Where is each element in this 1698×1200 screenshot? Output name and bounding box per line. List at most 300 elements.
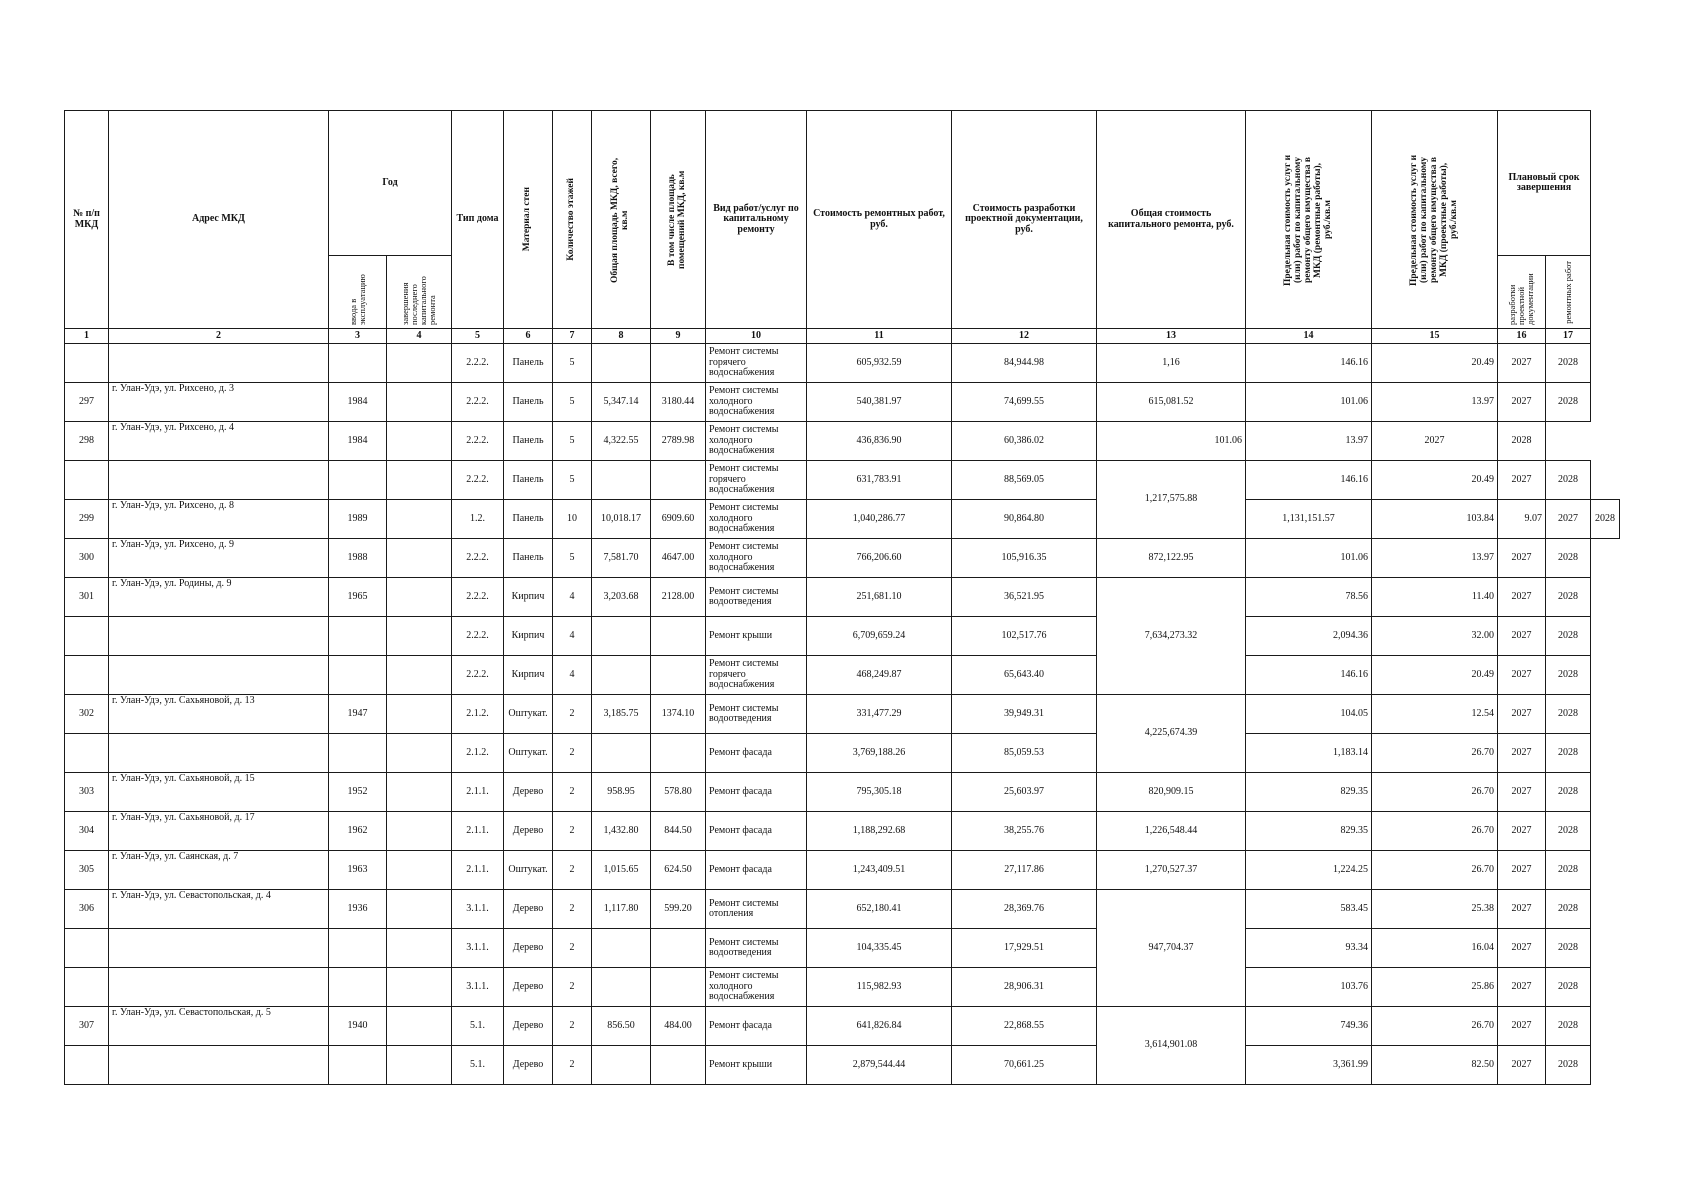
total-area-cell: 7,581.70 xyxy=(592,539,651,578)
deadline-repair-cell: 2028 xyxy=(1546,1007,1591,1046)
repair-cost-cell: 766,206.60 xyxy=(807,539,952,578)
wall-material-cell: Дерево xyxy=(504,890,553,929)
house-type-cell: 2.1.2. xyxy=(452,695,504,734)
work-type-cell: Ремонт крыши xyxy=(706,617,807,656)
house-type-cell: 2.2.2. xyxy=(452,617,504,656)
column-number: 1 xyxy=(65,329,109,344)
room-area-cell xyxy=(651,1046,706,1085)
address-cell: г. Улан-Удэ, ул. Рихсено, д. 3 xyxy=(109,383,329,422)
address-cell xyxy=(109,656,329,695)
deadline-design-cell: 2027 xyxy=(1498,1046,1546,1085)
floors-cell: 2 xyxy=(553,851,592,890)
address-cell xyxy=(109,734,329,773)
floors-cell: 2 xyxy=(553,1046,592,1085)
total-area-cell xyxy=(592,617,651,656)
column-number: 8 xyxy=(592,329,651,344)
total-cost-cell: 7,634,273.32 xyxy=(1097,578,1246,695)
year-last-repair-cell xyxy=(387,422,452,461)
total-area-cell xyxy=(592,929,651,968)
header-year-commission: ввода в эксплуатацию xyxy=(329,256,387,329)
year-last-repair-cell xyxy=(387,1007,452,1046)
limit-repair-cell: 101.06 xyxy=(1097,422,1246,461)
total-cost-cell: 1,16 xyxy=(1097,344,1246,383)
deadline-repair-cell: 2028 xyxy=(1546,812,1591,851)
year-last-repair-cell xyxy=(387,617,452,656)
design-cost-cell: 102,517.76 xyxy=(952,617,1097,656)
work-type-cell: Ремонт системы холодного водоснабжения xyxy=(706,383,807,422)
floors-cell: 4 xyxy=(553,617,592,656)
year-commission-cell xyxy=(329,656,387,695)
design-cost-cell: 28,369.76 xyxy=(952,890,1097,929)
wall-material-cell: Кирпич xyxy=(504,578,553,617)
deadline-repair-cell: 2028 xyxy=(1546,461,1591,500)
wall-material-cell: Дерево xyxy=(504,968,553,1007)
address-cell: г. Улан-Удэ, ул. Сахьяновой, д. 17 xyxy=(109,812,329,851)
header-total-cost: Общая стоимость капитального ремонта, руб. xyxy=(1097,111,1246,329)
header-room-area: В том числе площадь помещений МКД, кв.м xyxy=(651,111,706,329)
repair-cost-cell: 1,243,409.51 xyxy=(807,851,952,890)
house-type-cell: 2.1.1. xyxy=(452,851,504,890)
year-last-repair-cell xyxy=(387,968,452,1007)
house-type-cell: 2.2.2. xyxy=(452,656,504,695)
limit-design-cell: 20.49 xyxy=(1372,344,1498,383)
address-cell xyxy=(109,461,329,500)
house-type-cell: 3.1.1. xyxy=(452,890,504,929)
repair-cost-cell: 605,932.59 xyxy=(807,344,952,383)
wall-material-cell: Дерево xyxy=(504,1046,553,1085)
header-deadline: Плановый срок завершения xyxy=(1498,111,1591,256)
deadline-repair-cell: 2028 xyxy=(1546,734,1591,773)
room-area-cell: 1374.10 xyxy=(651,695,706,734)
deadline-design-cell: 2027 xyxy=(1498,617,1546,656)
table-row xyxy=(65,461,1620,500)
header-row xyxy=(65,111,1620,256)
column-number: 13 xyxy=(1097,329,1246,344)
limit-repair-cell: 829.35 xyxy=(1246,773,1372,812)
deadline-design-cell: 2027 xyxy=(1498,968,1546,1007)
year-commission-cell: 1965 xyxy=(329,578,387,617)
wall-material-cell: Панель xyxy=(504,422,553,461)
column-number: 15 xyxy=(1372,329,1498,344)
total-cost-cell: 947,704.37 xyxy=(1097,890,1246,1007)
design-cost-cell: 84,944.98 xyxy=(952,344,1097,383)
floors-cell: 5 xyxy=(553,461,592,500)
house-type-cell: 3.1.1. xyxy=(452,968,504,1007)
column-number: 4 xyxy=(387,329,452,344)
limit-repair-cell: 101.06 xyxy=(1246,539,1372,578)
room-area-cell: 599.20 xyxy=(651,890,706,929)
limit-repair-cell: 101.06 xyxy=(1246,383,1372,422)
column-number: 6 xyxy=(504,329,553,344)
house-type-cell: 3.1.1. xyxy=(452,929,504,968)
year-commission-cell xyxy=(329,734,387,773)
floors-cell: 2 xyxy=(553,812,592,851)
row-number: 298 xyxy=(65,422,109,461)
address-cell xyxy=(109,617,329,656)
work-type-cell: Ремонт фасада xyxy=(706,1007,807,1046)
address-cell xyxy=(109,344,329,383)
table-row xyxy=(65,929,1620,968)
work-type-cell: Ремонт фасада xyxy=(706,773,807,812)
deadline-repair-cell: 2028 xyxy=(1591,500,1620,539)
wall-material-cell: Дерево xyxy=(504,1007,553,1046)
total-area-cell: 3,203.68 xyxy=(592,578,651,617)
design-cost-cell: 88,569.05 xyxy=(952,461,1097,500)
work-type-cell: Ремонт фасада xyxy=(706,812,807,851)
deadline-repair-cell: 2028 xyxy=(1546,695,1591,734)
work-type-cell: Ремонт крыши xyxy=(706,1046,807,1085)
year-commission-cell: 1984 xyxy=(329,383,387,422)
design-cost-cell: 38,255.76 xyxy=(952,812,1097,851)
row-number xyxy=(65,461,109,500)
limit-repair-cell: 103.76 xyxy=(1246,968,1372,1007)
total-cost-cell: 1,217,575.88 xyxy=(1097,461,1246,539)
total-area-cell: 958.95 xyxy=(592,773,651,812)
room-area-cell: 6909.60 xyxy=(651,500,706,539)
year-commission-cell: 1962 xyxy=(329,812,387,851)
address-cell: г. Улан-Удэ, ул. Рихсено, д. 8 xyxy=(109,500,329,539)
total-area-cell: 856.50 xyxy=(592,1007,651,1046)
year-commission-cell: 1952 xyxy=(329,773,387,812)
deadline-design-cell: 2027 xyxy=(1498,383,1546,422)
total-area-cell: 4,322.55 xyxy=(592,422,651,461)
room-area-cell xyxy=(651,656,706,695)
deadline-design-cell: 2027 xyxy=(1498,773,1546,812)
row-number: 301 xyxy=(65,578,109,617)
deadline-repair-cell: 2028 xyxy=(1546,929,1591,968)
deadline-design-cell: 2027 xyxy=(1498,695,1546,734)
year-last-repair-cell xyxy=(387,812,452,851)
design-cost-cell: 65,643.40 xyxy=(952,656,1097,695)
deadline-design-cell: 2027 xyxy=(1498,656,1546,695)
table-row xyxy=(65,656,1620,695)
year-last-repair-cell xyxy=(387,929,452,968)
year-commission-cell xyxy=(329,929,387,968)
deadline-design-cell: 2027 xyxy=(1498,734,1546,773)
total-area-cell: 1,117.80 xyxy=(592,890,651,929)
limit-repair-cell: 93.34 xyxy=(1246,929,1372,968)
deadline-design-cell: 2027 xyxy=(1498,1007,1546,1046)
room-area-cell: 2128.00 xyxy=(651,578,706,617)
column-number: 9 xyxy=(651,329,706,344)
header-deadline-repair: ремонтных работ xyxy=(1546,256,1591,329)
wall-material-cell: Панель xyxy=(504,500,553,539)
limit-design-cell: 13.97 xyxy=(1246,422,1372,461)
address-cell: г. Улан-Удэ, ул. Саянская, д. 7 xyxy=(109,851,329,890)
limit-design-cell: 82.50 xyxy=(1372,1046,1498,1085)
total-cost-cell: 1,270,527.37 xyxy=(1097,851,1246,890)
total-area-cell: 10,018.17 xyxy=(592,500,651,539)
wall-material-cell: Дерево xyxy=(504,773,553,812)
year-commission-cell xyxy=(329,968,387,1007)
year-commission-cell xyxy=(329,461,387,500)
design-cost-cell: 28,906.31 xyxy=(952,968,1097,1007)
year-last-repair-cell xyxy=(387,851,452,890)
total-cost-cell: 3,614,901.08 xyxy=(1097,1007,1246,1085)
year-last-repair-cell xyxy=(387,1046,452,1085)
address-cell: г. Улан-Удэ, ул. Сахьяновой, д. 15 xyxy=(109,773,329,812)
work-type-cell: Ремонт системы холодного водоснабжения xyxy=(706,968,807,1007)
limit-design-cell: 13.97 xyxy=(1372,539,1498,578)
limit-repair-cell: 2,094.36 xyxy=(1246,617,1372,656)
limit-repair-cell: 78.56 xyxy=(1246,578,1372,617)
total-cost-cell: 1,131,151.57 xyxy=(1246,500,1372,539)
table-row xyxy=(65,851,1620,890)
wall-material-cell: Оштукат. xyxy=(504,734,553,773)
row-number: 297 xyxy=(65,383,109,422)
wall-material-cell: Панель xyxy=(504,344,553,383)
limit-design-cell: 26.70 xyxy=(1372,851,1498,890)
header-work-type: Вид работ/услуг по капитальному ремонту xyxy=(706,111,807,329)
header-house-type: Тип дома xyxy=(452,111,504,329)
design-cost-cell: 70,661.25 xyxy=(952,1046,1097,1085)
year-commission-cell xyxy=(329,344,387,383)
total-area-cell: 1,015.65 xyxy=(592,851,651,890)
header-limit-design: Предельная стоимость услуг и (или) работ по капитальному ремонту общего имущества в МКД (проектные работы), руб./кв.м xyxy=(1372,111,1498,329)
design-cost-cell: 36,521.95 xyxy=(952,578,1097,617)
table-row xyxy=(65,695,1620,734)
row-number xyxy=(65,968,109,1007)
design-cost-cell: 105,916.35 xyxy=(952,539,1097,578)
column-number-row xyxy=(65,329,1620,344)
deadline-design-cell: 2027 xyxy=(1498,851,1546,890)
total-cost-cell: 1,226,548.44 xyxy=(1097,812,1246,851)
limit-design-cell: 13.97 xyxy=(1372,383,1498,422)
house-type-cell: 2.2.2. xyxy=(452,422,504,461)
limit-design-cell: 16.04 xyxy=(1372,929,1498,968)
row-number xyxy=(65,929,109,968)
limit-design-cell: 20.49 xyxy=(1372,461,1498,500)
table-row xyxy=(65,812,1620,851)
deadline-repair-cell: 2028 xyxy=(1546,578,1591,617)
row-number: 307 xyxy=(65,1007,109,1046)
work-type-cell: Ремонт системы водоотведения xyxy=(706,929,807,968)
column-number: 2 xyxy=(109,329,329,344)
work-type-cell: Ремонт системы горячего водоснабжения xyxy=(706,344,807,383)
column-number: 5 xyxy=(452,329,504,344)
year-commission-cell: 1936 xyxy=(329,890,387,929)
address-cell: г. Улан-Удэ, ул. Рихсено, д. 9 xyxy=(109,539,329,578)
room-area-cell xyxy=(651,617,706,656)
total-area-cell xyxy=(592,656,651,695)
limit-repair-cell: 829.35 xyxy=(1246,812,1372,851)
house-type-cell: 5.1. xyxy=(452,1046,504,1085)
floors-cell: 10 xyxy=(553,500,592,539)
limit-design-cell: 26.70 xyxy=(1372,812,1498,851)
repair-cost-cell: 652,180.41 xyxy=(807,890,952,929)
deadline-repair-cell: 2028 xyxy=(1546,656,1591,695)
repair-cost-cell: 104,335.45 xyxy=(807,929,952,968)
wall-material-cell: Кирпич xyxy=(504,656,553,695)
deadline-repair-cell: 2028 xyxy=(1546,851,1591,890)
room-area-cell xyxy=(651,461,706,500)
table-row xyxy=(65,500,1620,539)
total-area-cell: 5,347.14 xyxy=(592,383,651,422)
year-last-repair-cell xyxy=(387,890,452,929)
table-row xyxy=(65,344,1620,383)
header-total-area: Общая площадь МКД, всего, кв.м xyxy=(592,111,651,329)
work-type-cell: Ремонт фасада xyxy=(706,851,807,890)
work-type-cell: Ремонт системы холодного водоснабжения xyxy=(706,539,807,578)
room-area-cell: 4647.00 xyxy=(651,539,706,578)
header-limit-repair: Предельная стоимость услуг и (или) работ по капитальному ремонту общего имущества в МКД (ремонтные работы), руб./кв.м xyxy=(1246,111,1372,329)
limit-repair-cell: 3,361.99 xyxy=(1246,1046,1372,1085)
repair-cost-cell: 641,826.84 xyxy=(807,1007,952,1046)
deadline-repair-cell: 2028 xyxy=(1546,1046,1591,1085)
limit-design-cell: 32.00 xyxy=(1372,617,1498,656)
year-last-repair-cell xyxy=(387,344,452,383)
total-area-cell: 1,432.80 xyxy=(592,812,651,851)
house-type-cell: 2.2.2. xyxy=(452,383,504,422)
design-cost-cell: 25,603.97 xyxy=(952,773,1097,812)
repair-cost-cell: 3,769,188.26 xyxy=(807,734,952,773)
repair-cost-cell: 251,681.10 xyxy=(807,578,952,617)
room-area-cell: 2789.98 xyxy=(651,422,706,461)
year-commission-cell: 1989 xyxy=(329,500,387,539)
limit-design-cell: 26.70 xyxy=(1372,773,1498,812)
wall-material-cell: Панель xyxy=(504,461,553,500)
house-type-cell: 2.1.1. xyxy=(452,773,504,812)
repair-cost-cell: 2,879,544.44 xyxy=(807,1046,952,1085)
total-area-cell: 3,185.75 xyxy=(592,695,651,734)
deadline-design-cell: 2027 xyxy=(1498,890,1546,929)
wall-material-cell: Дерево xyxy=(504,929,553,968)
house-type-cell: 2.1.1. xyxy=(452,812,504,851)
row-number xyxy=(65,617,109,656)
floors-cell: 5 xyxy=(553,539,592,578)
repair-cost-cell: 1,040,286.77 xyxy=(807,500,952,539)
total-area-cell xyxy=(592,734,651,773)
year-last-repair-cell xyxy=(387,656,452,695)
table-row xyxy=(65,578,1620,617)
total-cost-cell: 872,122.95 xyxy=(1097,539,1246,578)
deadline-repair-cell: 2028 xyxy=(1546,539,1591,578)
repair-cost-cell: 631,783.91 xyxy=(807,461,952,500)
header-address: Адрес МКД xyxy=(109,111,329,329)
limit-design-cell: 25.38 xyxy=(1372,890,1498,929)
column-number: 12 xyxy=(952,329,1097,344)
limit-design-cell: 25.86 xyxy=(1372,968,1498,1007)
limit-repair-cell: 104.05 xyxy=(1246,695,1372,734)
address-cell: г. Улан-Удэ, ул. Родины, д. 9 xyxy=(109,578,329,617)
table-row xyxy=(65,734,1620,773)
wall-material-cell: Оштукат. xyxy=(504,695,553,734)
row-number xyxy=(65,734,109,773)
house-type-cell: 2.2.2. xyxy=(452,344,504,383)
design-cost-cell: 85,059.53 xyxy=(952,734,1097,773)
floors-cell: 5 xyxy=(553,422,592,461)
house-type-cell: 2.2.2. xyxy=(452,578,504,617)
row-number: 303 xyxy=(65,773,109,812)
deadline-design-cell: 2027 xyxy=(1498,539,1546,578)
limit-design-cell: 26.70 xyxy=(1372,1007,1498,1046)
limit-repair-cell: 146.16 xyxy=(1246,461,1372,500)
table-row xyxy=(65,1007,1620,1046)
room-area-cell: 484.00 xyxy=(651,1007,706,1046)
floors-cell: 5 xyxy=(553,383,592,422)
floors-cell: 2 xyxy=(553,695,592,734)
deadline-repair-cell: 2028 xyxy=(1546,968,1591,1007)
work-type-cell: Ремонт фасада xyxy=(706,734,807,773)
address-cell xyxy=(109,1046,329,1085)
year-last-repair-cell xyxy=(387,383,452,422)
design-cost-cell: 39,949.31 xyxy=(952,695,1097,734)
row-number: 299 xyxy=(65,500,109,539)
design-cost-cell: 90,864.80 xyxy=(952,500,1097,539)
total-area-cell xyxy=(592,968,651,1007)
column-number: 17 xyxy=(1546,329,1591,344)
floors-cell: 2 xyxy=(553,734,592,773)
year-last-repair-cell xyxy=(387,773,452,812)
floors-cell: 2 xyxy=(553,773,592,812)
year-last-repair-cell xyxy=(387,500,452,539)
wall-material-cell: Панель xyxy=(504,383,553,422)
table-row xyxy=(65,1046,1620,1085)
design-cost-cell: 17,929.51 xyxy=(952,929,1097,968)
table-row xyxy=(65,383,1620,422)
limit-repair-cell: 749.36 xyxy=(1246,1007,1372,1046)
year-last-repair-cell xyxy=(387,734,452,773)
floors-cell: 2 xyxy=(553,890,592,929)
table-row xyxy=(65,617,1620,656)
address-cell xyxy=(109,968,329,1007)
design-cost-cell: 60,386.02 xyxy=(952,422,1097,461)
year-last-repair-cell xyxy=(387,578,452,617)
year-last-repair-cell xyxy=(387,461,452,500)
header-year: Год xyxy=(329,111,452,256)
limit-repair-cell: 146.16 xyxy=(1246,344,1372,383)
house-type-cell: 1.2. xyxy=(452,500,504,539)
column-number: 7 xyxy=(553,329,592,344)
floors-cell: 2 xyxy=(553,1007,592,1046)
floors-cell: 4 xyxy=(553,656,592,695)
deadline-design-cell: 2027 xyxy=(1372,422,1498,461)
deadline-design-cell: 2027 xyxy=(1498,578,1546,617)
house-type-cell: 5.1. xyxy=(452,1007,504,1046)
work-type-cell: Ремонт системы горячего водоснабжения xyxy=(706,461,807,500)
room-area-cell xyxy=(651,968,706,1007)
total-cost-cell: 4,225,674.39 xyxy=(1097,695,1246,773)
limit-design-cell: 9.07 xyxy=(1498,500,1546,539)
design-cost-cell: 22,868.55 xyxy=(952,1007,1097,1046)
wall-material-cell: Дерево xyxy=(504,812,553,851)
repair-cost-cell: 1,188,292.68 xyxy=(807,812,952,851)
deadline-design-cell: 2027 xyxy=(1498,812,1546,851)
repair-cost-cell: 468,249.87 xyxy=(807,656,952,695)
row-number xyxy=(65,344,109,383)
deadline-repair-cell: 2028 xyxy=(1498,422,1546,461)
room-area-cell: 578.80 xyxy=(651,773,706,812)
deadline-design-cell: 2027 xyxy=(1498,929,1546,968)
total-cost-cell: 615,081.52 xyxy=(1097,383,1246,422)
year-commission-cell: 1963 xyxy=(329,851,387,890)
room-area-cell: 3180.44 xyxy=(651,383,706,422)
year-commission-cell: 1947 xyxy=(329,695,387,734)
deadline-design-cell: 2027 xyxy=(1498,344,1546,383)
year-commission-cell: 1984 xyxy=(329,422,387,461)
wall-material-cell: Оштукат. xyxy=(504,851,553,890)
floors-cell: 2 xyxy=(553,968,592,1007)
design-cost-cell: 74,699.55 xyxy=(952,383,1097,422)
floors-cell: 4 xyxy=(553,578,592,617)
column-number: 11 xyxy=(807,329,952,344)
floors-cell: 2 xyxy=(553,929,592,968)
address-cell: г. Улан-Удэ, ул. Сахьяновой, д. 13 xyxy=(109,695,329,734)
repair-cost-cell: 6,709,659.24 xyxy=(807,617,952,656)
limit-design-cell: 11.40 xyxy=(1372,578,1498,617)
column-number: 16 xyxy=(1498,329,1546,344)
column-number: 3 xyxy=(329,329,387,344)
